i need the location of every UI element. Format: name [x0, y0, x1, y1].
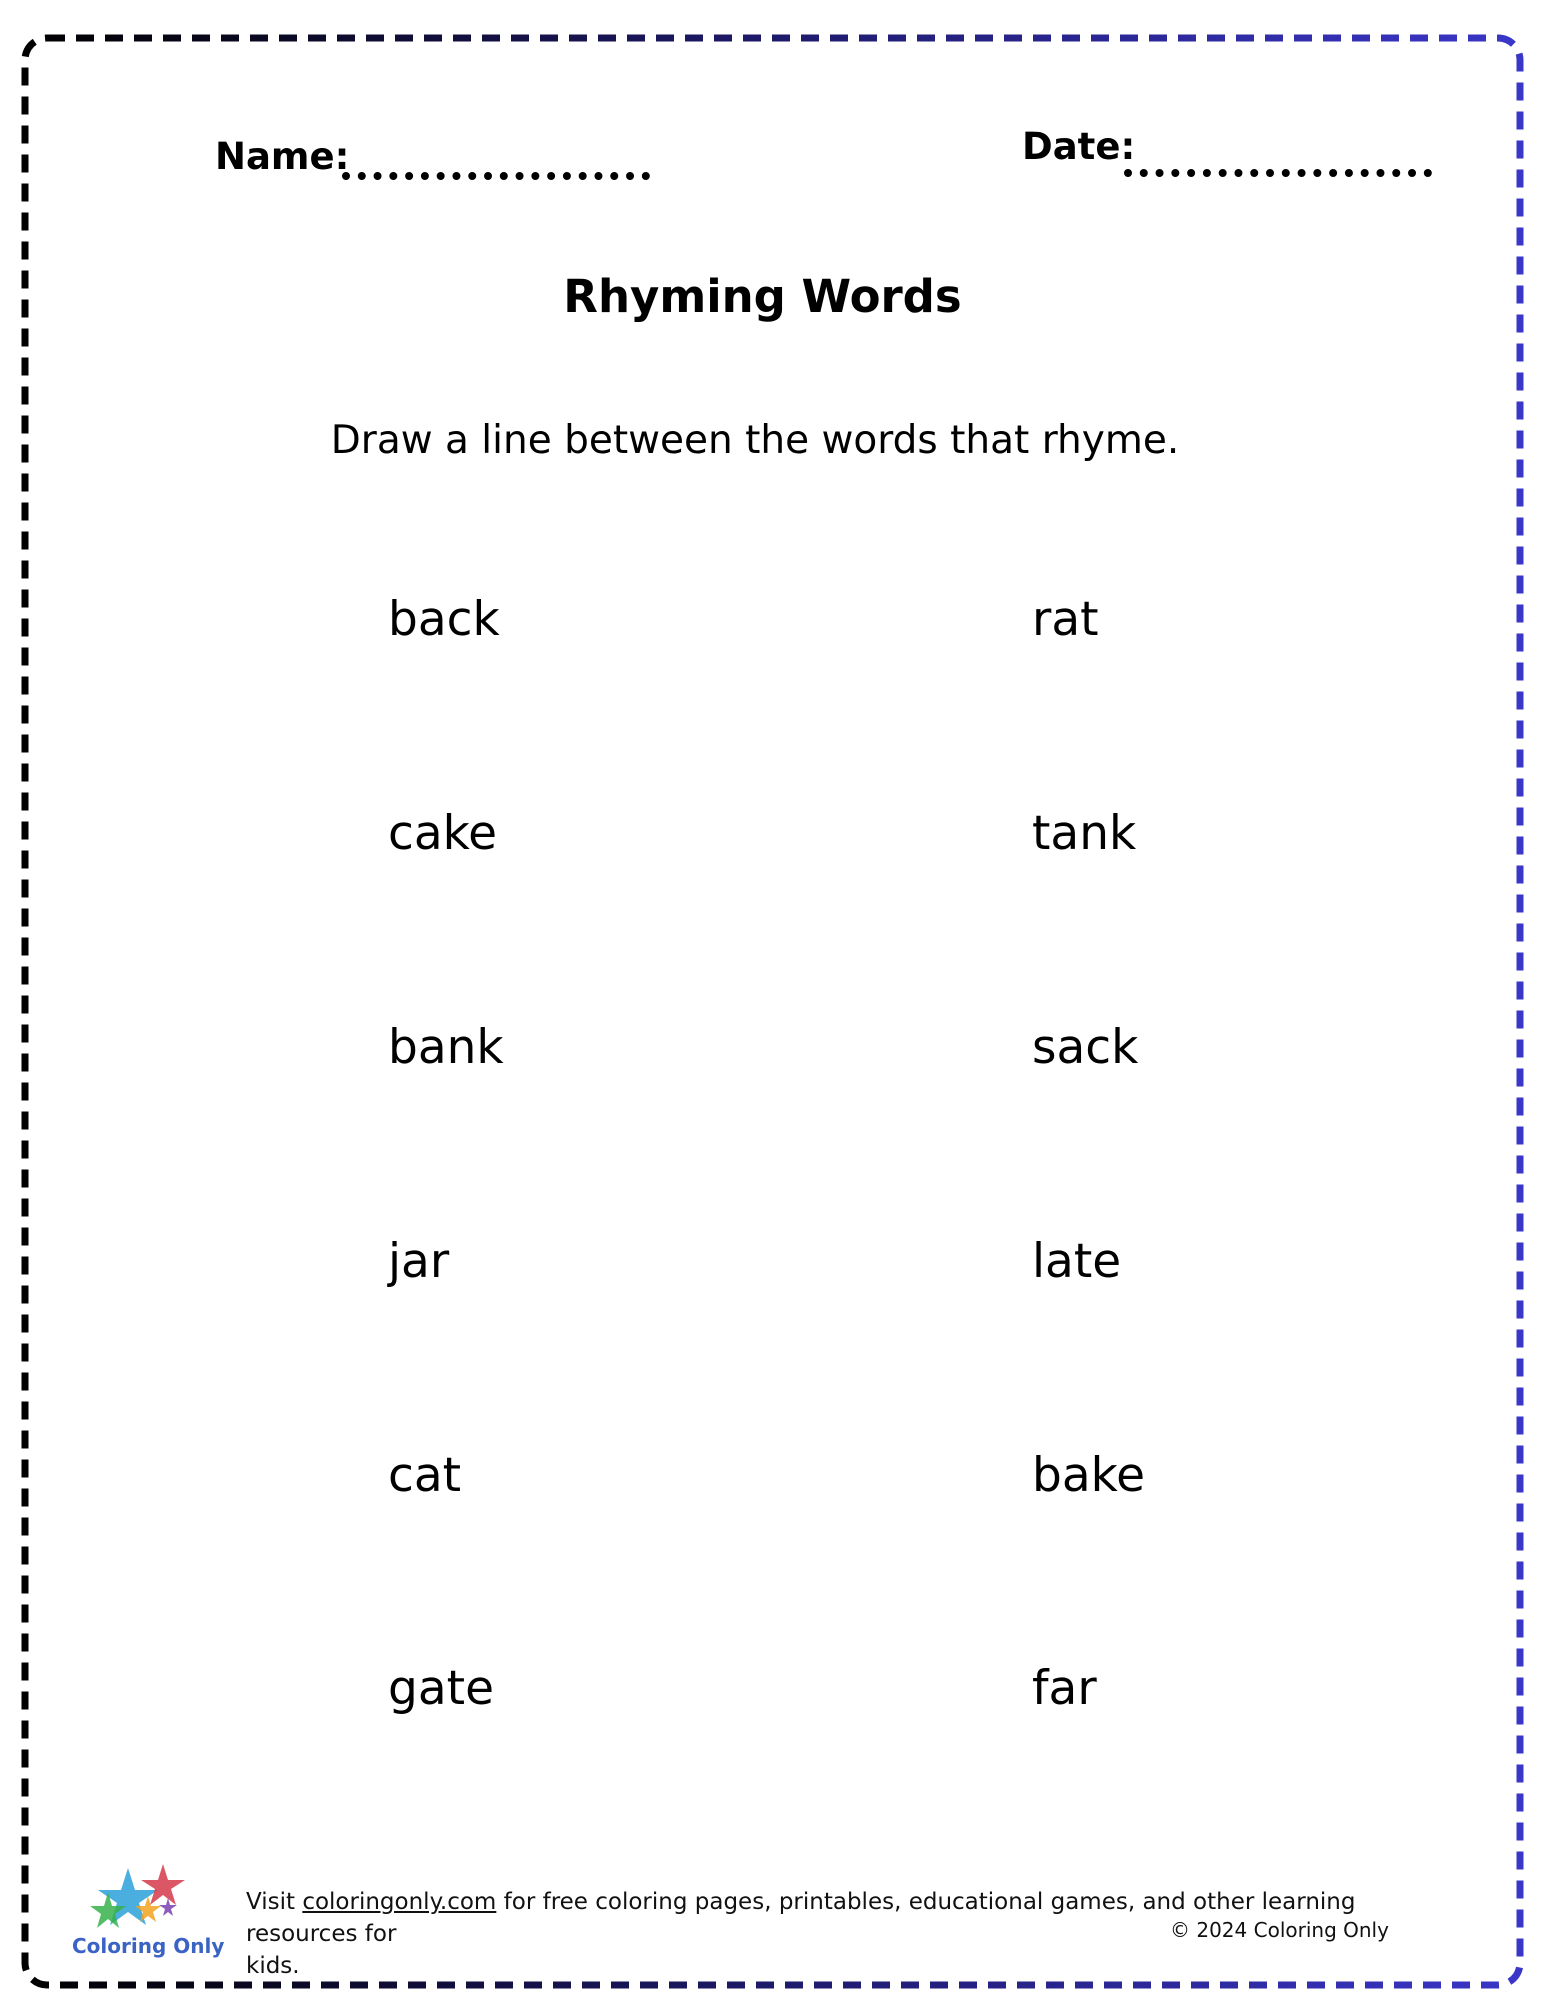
logo-text: Coloring Only: [72, 1934, 225, 1958]
left-word: gate: [388, 1661, 494, 1716]
copyright: © 2024 Coloring Only: [1170, 1918, 1389, 1942]
left-word: back: [388, 592, 500, 647]
name-field[interactable]: [342, 172, 650, 180]
right-word: tank: [1032, 806, 1137, 861]
right-word: bake: [1032, 1448, 1146, 1503]
left-word: cat: [388, 1448, 462, 1503]
left-word: cake: [388, 806, 498, 861]
name-label: Name:: [215, 135, 350, 178]
right-word: late: [1032, 1234, 1122, 1289]
left-word: jar: [388, 1234, 450, 1289]
logo-stars-icon: [68, 1862, 188, 1932]
date-label: Date:: [1022, 125, 1136, 168]
date-field[interactable]: [1124, 169, 1432, 177]
footer-link[interactable]: coloringonly.com: [302, 1889, 497, 1915]
footer-description: for free coloring pages, printables, educational games, and other learning resources for: [246, 1889, 1356, 1947]
left-word: bank: [388, 1020, 504, 1075]
instructions: Draw a line between the words that rhyme.: [330, 418, 1180, 463]
right-word: far: [1032, 1661, 1097, 1716]
page-title: Rhyming Words: [563, 270, 962, 323]
right-word: rat: [1032, 592, 1099, 647]
footer-visit: Visit: [246, 1889, 296, 1915]
footer-description-cont: kids.: [246, 1953, 300, 1979]
right-word: sack: [1032, 1020, 1139, 1075]
logo: [68, 1862, 225, 1962]
